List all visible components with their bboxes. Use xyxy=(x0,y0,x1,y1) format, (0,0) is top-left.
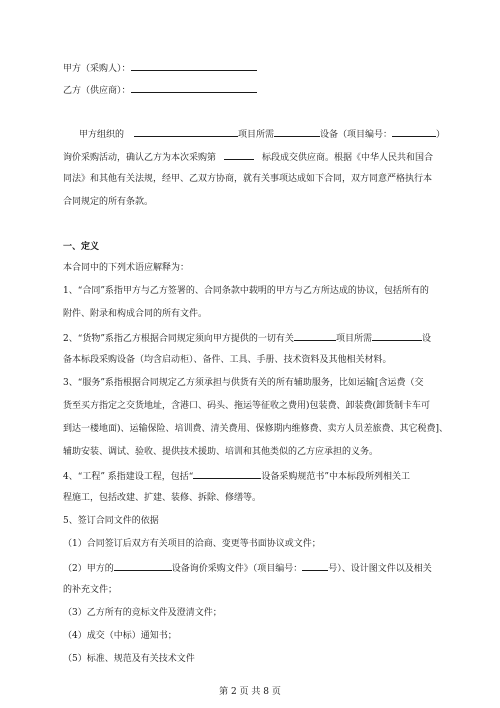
basis-item-3: （3）乙方所有的竞标文件及澄清文件； xyxy=(63,608,222,618)
definition-text: 项目所需 xyxy=(335,334,372,344)
goods-project-blank xyxy=(294,331,336,341)
basis-text: 设备询价采购文件》（项目编号： xyxy=(171,564,303,574)
definition-4-line-2: 程施工，包括改建、扩建、装修、拆除、修缮等。 xyxy=(63,493,262,503)
page-number-footer: 第 2 页 共 8 页 xyxy=(219,687,281,697)
definition-5: 5、签订合同文件的依据 xyxy=(63,516,159,526)
intro-text: 项目所需 xyxy=(238,130,275,140)
definition-1-line-2: 附件、附录和构成合同的所有文件。 xyxy=(63,309,208,319)
basis-item-5: （5）标准、规范及有关技术文件 xyxy=(63,654,195,664)
inquiry-doc-blank xyxy=(114,561,172,571)
basis-text: （2）甲方的 xyxy=(63,564,114,574)
intro-line-1 xyxy=(79,127,445,141)
intro-line-2 xyxy=(63,150,433,164)
intro-text: ） xyxy=(436,130,446,140)
section-lead: 本合同中的下列术语应解释为： xyxy=(63,263,190,273)
definition-2-line-2: 备本标段采购设备（均含启动柜）、备件、工具、手册、技术资料及其他相关材料。 xyxy=(63,355,392,365)
definition-3-line-3: 到达一楼地面)、运输保险、培训费、清关费用、保修期内维修费、卖方人员差旅费、其它税费]、 xyxy=(63,424,449,434)
project-blank xyxy=(134,127,238,137)
doc-number-blank xyxy=(302,561,328,571)
definition-text: 4、“工程” 系指建设工程，包括“ xyxy=(63,472,194,482)
intro-line-3: 同法》和其他有关法规，经甲、乙双方协商，就有关事项达成如下合同，双方同意严格执行本 xyxy=(63,174,433,184)
intro-text: 标段成交供应商。根据《中华人民共和国合 xyxy=(262,153,434,163)
lot-blank xyxy=(224,150,254,160)
party-a-blank xyxy=(131,61,257,71)
intro-text: 设备（项目编号： xyxy=(320,130,393,140)
definition-2-line-1 xyxy=(63,331,431,345)
definition-4-line-1 xyxy=(63,469,410,483)
spec-blank xyxy=(193,469,261,479)
party-a-label: 甲方（采购人）： xyxy=(63,64,131,74)
party-b-label: 乙方（供应商）： xyxy=(63,86,131,96)
basis-item-1: （1）合同签订后双方有关项目的洽商、变更等书面协议或文件； xyxy=(63,539,321,549)
party-b-blank xyxy=(131,83,257,93)
definition-1-line-1: 1、“合同”系指甲方与乙方签署的、合同条款中载明的甲方与乙方所达成的协议，包括所有的 xyxy=(63,286,429,296)
intro-text: 询价采购活动，确认乙方为本次采购第 xyxy=(63,153,217,163)
definition-text: 2、“货物”系指乙方根据合同规定须向甲方提供的一切有关 xyxy=(63,334,294,344)
definition-3-line-4: 辅助安装、调试、验收、提供技术援助、培训和其他类似的乙方应承担的义务。 xyxy=(63,447,379,457)
basis-item-2-line-2: 的补充文件； xyxy=(63,585,118,595)
intro-line-4: 合同规定的所有条款。 xyxy=(63,197,154,207)
definition-text: 设 xyxy=(421,334,431,344)
definition-text: 设备采购规范书”中本标段所列相关工 xyxy=(261,472,411,482)
basis-item-2-line-1 xyxy=(63,561,432,575)
basis-text: 号）、设计图文件以及相关 xyxy=(328,564,432,574)
project-item-blank xyxy=(274,127,320,137)
project-number-blank xyxy=(392,127,436,137)
party-a-line xyxy=(63,61,257,75)
section-heading: 一、定义 xyxy=(63,242,100,252)
intro-text: 甲方组织的 xyxy=(79,130,125,140)
party-b-line xyxy=(63,83,257,97)
definition-3-line-1: 3、“服务”系指根据合同规定乙方须承担与供货有关的所有辅助服务，比如运输[含运费（交 xyxy=(63,378,424,388)
definition-3-line-2: 货至买方指定之交货地址，含港口、码头、拖运等征收之费用)包装费、卸装费(卸货制卡车可 xyxy=(63,401,431,411)
basis-item-4: （4）成交（中标）通知书； xyxy=(63,631,177,641)
goods-item-blank xyxy=(372,331,422,341)
